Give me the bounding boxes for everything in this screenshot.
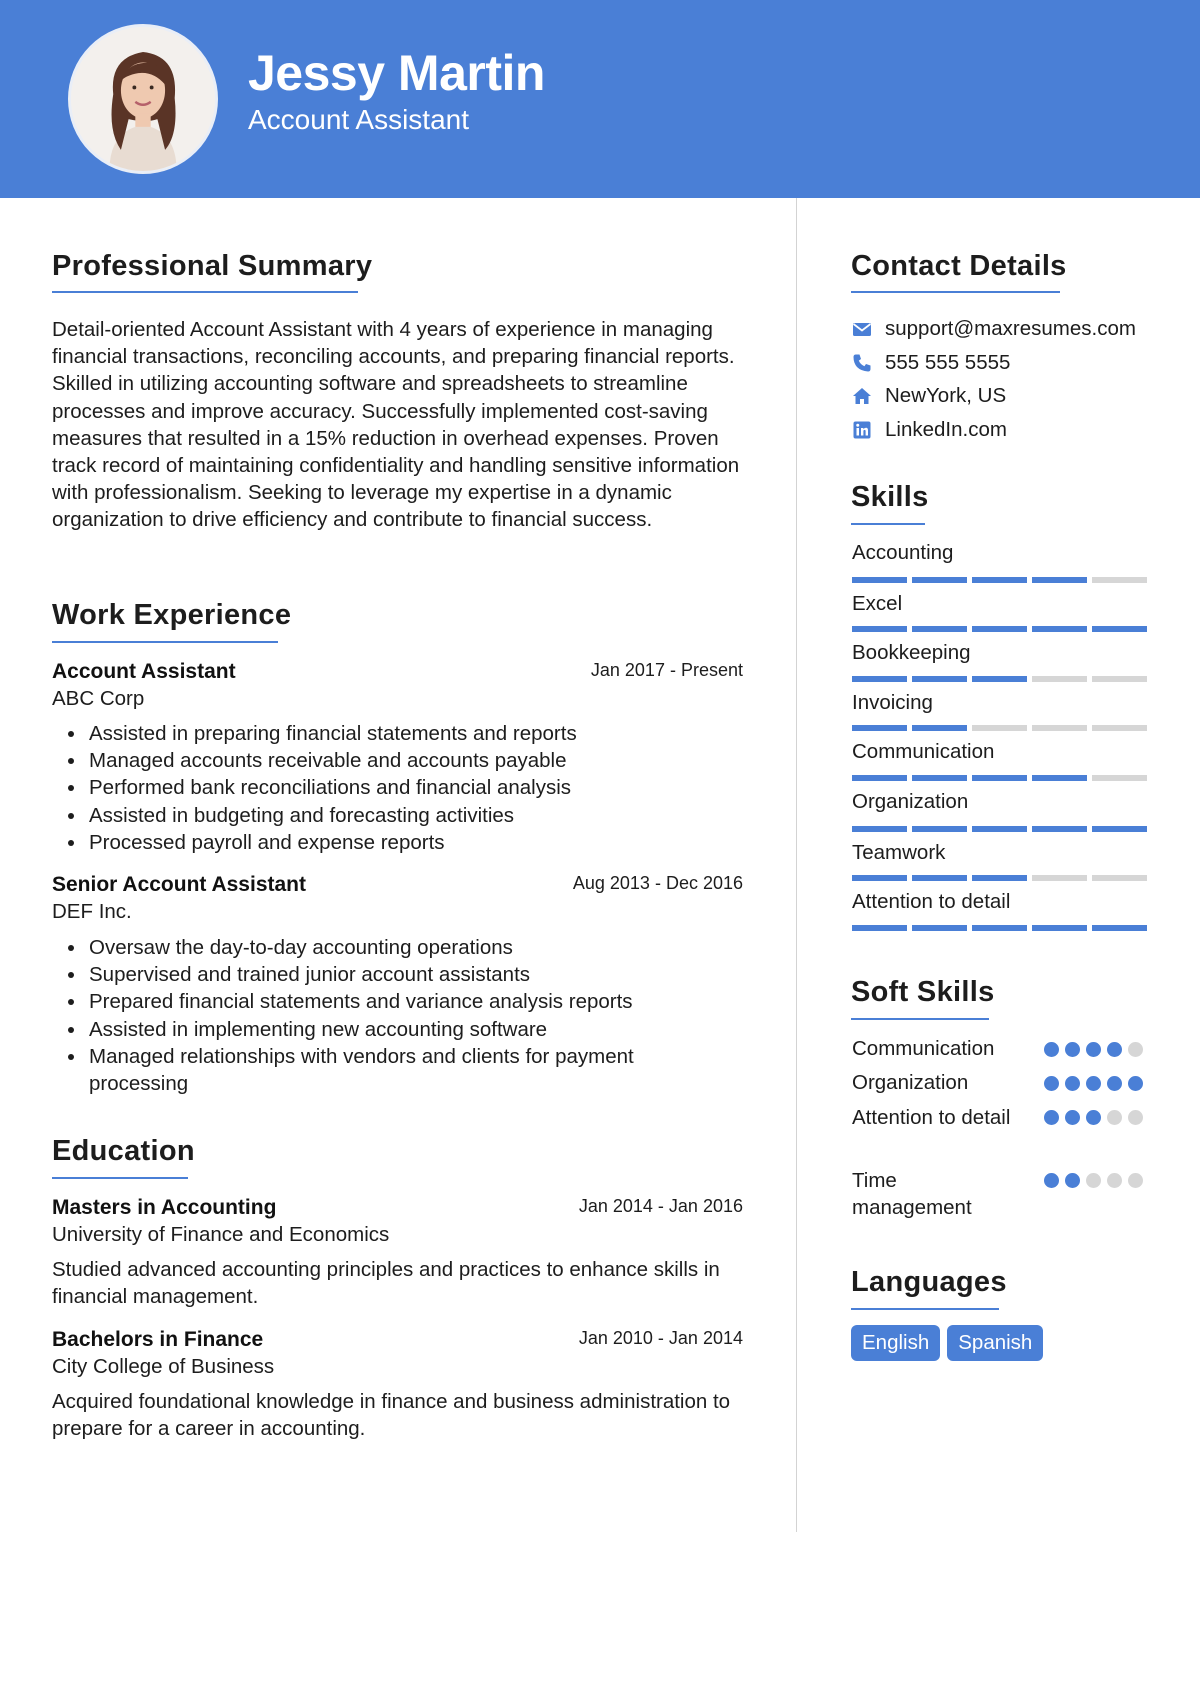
skill-segment-empty xyxy=(1032,725,1087,731)
job-dates: Aug 2013 - Dec 2016 xyxy=(572,873,743,893)
skill-segment-filled xyxy=(1032,925,1087,931)
home-icon xyxy=(852,386,872,406)
skill-segment-filled xyxy=(972,826,1027,832)
school-name: City College of Business xyxy=(52,1355,275,1378)
contact-location-text: NewYork, US xyxy=(885,384,1007,407)
skill-segment-filled xyxy=(912,725,967,731)
education-heading: Education xyxy=(52,1135,195,1167)
skill-segment-filled xyxy=(972,775,1027,781)
skill-segment-filled xyxy=(852,577,907,583)
contact-heading-underline xyxy=(851,291,1060,293)
rating-dot-empty xyxy=(1128,1042,1143,1057)
envelope-icon xyxy=(852,319,872,339)
rating-dot-filled xyxy=(1065,1173,1080,1188)
rating-dot-filled xyxy=(1086,1042,1101,1057)
job-title: Account Assistant xyxy=(52,660,236,683)
soft-skill-name: Communication xyxy=(852,1037,995,1060)
skill-segment-filled xyxy=(912,925,967,931)
soft-skill-name: Time management xyxy=(852,1169,972,1219)
soft-skills-heading: Soft Skills xyxy=(851,976,995,1008)
skill-segment-filled xyxy=(1092,826,1147,832)
skill-level-bar xyxy=(852,875,1147,881)
job-bullet: Prepared financial statements and variance analysis reports xyxy=(52,988,692,1015)
contact-email-text: support@maxresumes.com xyxy=(885,317,1136,340)
skill-segment-filled xyxy=(852,626,907,632)
school-name: University of Finance and Economics xyxy=(52,1223,390,1246)
skill-segment-filled xyxy=(852,725,907,731)
skill-name: Bookkeeping xyxy=(852,641,971,664)
rating-dot-filled xyxy=(1044,1173,1059,1188)
job-bullet: Supervised and trained junior account assistants xyxy=(52,961,692,988)
language-badge-english: English xyxy=(851,1325,940,1361)
skill-level-bar xyxy=(852,577,1147,583)
skill-name: Attention to detail xyxy=(852,890,1011,913)
skill-name: Invoicing xyxy=(852,691,933,714)
job-bullet: Oversaw the day-to-day accounting operations xyxy=(52,934,692,961)
rating-dot-empty xyxy=(1128,1173,1143,1188)
skill-segment-filled xyxy=(972,925,1027,931)
skill-segment-empty xyxy=(1032,676,1087,682)
education-dates: Jan 2010 - Jan 2014 xyxy=(578,1328,743,1348)
profile-photo xyxy=(68,24,218,174)
contact-linkedin[interactable] xyxy=(852,415,1007,445)
skill-segment-filled xyxy=(852,875,907,881)
rating-dot-filled xyxy=(1128,1076,1143,1091)
job-bullet-list xyxy=(52,720,732,856)
rating-dot-empty xyxy=(1107,1173,1122,1188)
skill-segment-filled xyxy=(972,626,1027,632)
rating-dot-filled xyxy=(1065,1110,1080,1125)
skill-segment-filled xyxy=(912,826,967,832)
linkedin-icon xyxy=(852,420,872,440)
skill-level-bar xyxy=(852,826,1147,832)
rating-dot-empty xyxy=(1128,1110,1143,1125)
languages-heading-underline xyxy=(851,1308,999,1310)
languages-list xyxy=(851,1325,1043,1361)
summary-heading: Professional Summary xyxy=(52,250,373,282)
skill-segment-filled xyxy=(852,925,907,931)
languages-heading: Languages xyxy=(851,1266,1007,1298)
skill-level-bar xyxy=(852,626,1147,632)
skill-segment-filled xyxy=(912,676,967,682)
contact-location xyxy=(852,381,1006,411)
summary-text: Detail-oriented Account Assistant with 4 years of experience in managing financial transactions, reconciling accounts, and preparing financial reports. Skilled in utilizing accounting software and spreadsheets to streamline processes and improve accuracy. Successfully implemented cost-saving measures that resulted in a 15% reduction in overhead expenses. Proven track record of maintaining confidentiality and handling sensitive information with professionalism. Seeking to leverage my expertise in a dynamic organization to drive efficiency and contribute to financial success. xyxy=(52,318,740,532)
skill-segment-filled xyxy=(1032,626,1087,632)
rating-dot-filled xyxy=(1086,1076,1101,1091)
summary-heading-underline xyxy=(52,291,358,293)
column-divider xyxy=(796,198,797,1532)
skill-level-bar xyxy=(852,925,1147,931)
work-heading-underline xyxy=(52,641,278,643)
skill-segment-filled xyxy=(912,875,967,881)
contact-phone-text: 555 555 5555 xyxy=(885,351,1011,374)
job-bullet: Assisted in preparing financial statements and reports xyxy=(52,720,732,747)
skill-name: Communication xyxy=(852,740,995,763)
skill-name: Accounting xyxy=(852,541,954,564)
rating-dot-filled xyxy=(1044,1042,1059,1057)
contact-heading: Contact Details xyxy=(851,250,1067,282)
job-dates: Jan 2017 - Present xyxy=(590,660,743,680)
rating-dot-empty xyxy=(1107,1110,1122,1125)
rating-dot-empty xyxy=(1086,1173,1101,1188)
skills-heading-underline xyxy=(851,523,925,525)
skill-segment-filled xyxy=(852,826,907,832)
job-company: DEF Inc. xyxy=(52,900,132,923)
job-bullet: Assisted in budgeting and forecasting activities xyxy=(52,802,732,829)
skill-segment-filled xyxy=(1032,826,1087,832)
skill-segment-filled xyxy=(972,676,1027,682)
skill-segment-filled xyxy=(972,577,1027,583)
rating-dot-filled xyxy=(1065,1076,1080,1091)
job-title: Senior Account Assistant xyxy=(52,873,306,896)
soft-skills-heading-underline xyxy=(851,1018,989,1020)
education-heading-underline xyxy=(52,1177,188,1179)
skill-segment-empty xyxy=(1092,725,1147,731)
education-dates: Jan 2014 - Jan 2016 xyxy=(578,1196,743,1216)
job-bullet-list xyxy=(52,934,692,1097)
skill-level-bar xyxy=(852,775,1147,781)
degree-title: Bachelors in Finance xyxy=(52,1328,264,1351)
work-heading: Work Experience xyxy=(52,599,292,631)
education-description: Studied advanced accounting principles and practices to enhance skills in financial management. xyxy=(52,1258,720,1309)
skill-segment-filled xyxy=(1092,925,1147,931)
skill-segment-filled xyxy=(852,775,907,781)
language-badge-spanish: Spanish xyxy=(947,1325,1043,1361)
soft-skill-name: Organization xyxy=(852,1071,969,1094)
rating-dot-filled xyxy=(1044,1076,1059,1091)
candidate-name: Jessy Martin xyxy=(248,45,545,101)
soft-skill-rating xyxy=(1044,1110,1143,1125)
skill-segment-filled xyxy=(1032,775,1087,781)
job-bullet: Managed relationships with vendors and clients for payment processing xyxy=(52,1043,692,1097)
rating-dot-filled xyxy=(1086,1110,1101,1125)
job-bullet: Assisted in implementing new accounting software xyxy=(52,1016,692,1043)
contact-phone[interactable] xyxy=(852,348,1010,378)
avatar-portrait-illustration xyxy=(71,27,215,171)
candidate-title: Account Assistant xyxy=(248,104,470,135)
skill-segment-filled xyxy=(1032,577,1087,583)
contact-linkedin-text: LinkedIn.com xyxy=(885,418,1007,441)
skill-segment-empty xyxy=(1092,577,1147,583)
soft-skill-rating xyxy=(1044,1042,1143,1057)
job-bullet: Managed accounts receivable and accounts payable xyxy=(52,747,732,774)
skill-name: Teamwork xyxy=(852,841,946,864)
soft-skill-rating xyxy=(1044,1173,1143,1188)
rating-dot-filled xyxy=(1107,1076,1122,1091)
skill-segment-filled xyxy=(852,676,907,682)
phone-icon xyxy=(852,353,872,373)
skill-level-bar xyxy=(852,676,1147,682)
resume-header xyxy=(0,0,1200,198)
job-bullet: Processed payroll and expense reports xyxy=(52,829,732,856)
skill-segment-filled xyxy=(912,577,967,583)
rating-dot-filled xyxy=(1065,1042,1080,1057)
skill-segment-empty xyxy=(1032,875,1087,881)
skill-name: Organization xyxy=(852,790,969,813)
skill-segment-filled xyxy=(972,875,1027,881)
skill-segment-empty xyxy=(1092,875,1147,881)
degree-title: Masters in Accounting xyxy=(52,1196,277,1219)
soft-skill-rating xyxy=(1044,1076,1143,1091)
rating-dot-filled xyxy=(1044,1110,1059,1125)
job-company: ABC Corp xyxy=(52,687,145,710)
skill-segment-empty xyxy=(1092,676,1147,682)
contact-email[interactable] xyxy=(852,314,1136,344)
education-description: Acquired foundational knowledge in finance and business administration to prepare for a career in accounting. xyxy=(52,1390,731,1441)
skill-name: Excel xyxy=(852,592,903,615)
skill-level-bar xyxy=(852,725,1147,731)
skill-segment-filled xyxy=(912,775,967,781)
skill-segment-filled xyxy=(1092,626,1147,632)
skills-heading: Skills xyxy=(851,481,929,513)
skill-segment-empty xyxy=(972,725,1027,731)
job-bullet: Performed bank reconciliations and financial analysis xyxy=(52,774,732,801)
skill-segment-filled xyxy=(912,626,967,632)
rating-dot-filled xyxy=(1107,1042,1122,1057)
soft-skill-name: Attention to detail xyxy=(852,1106,1011,1129)
skill-segment-empty xyxy=(1092,775,1147,781)
